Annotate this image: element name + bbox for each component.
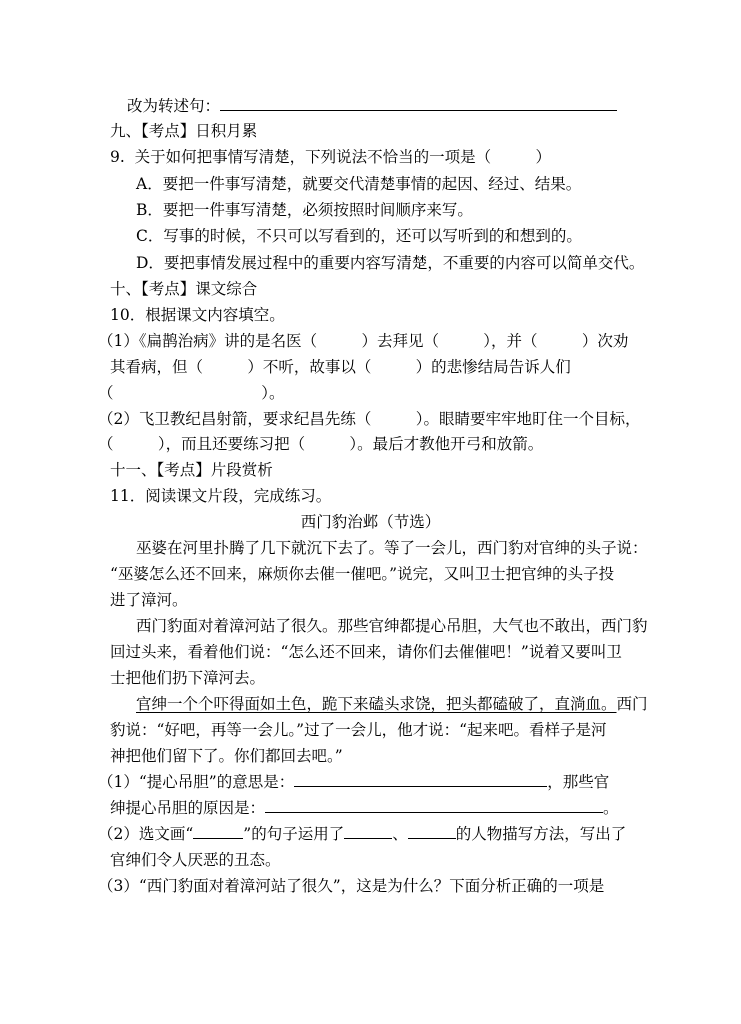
underlined-sentence: 官绅一个个吓得面如土色，跪下来磕头求饶，把头都磕破了，直淌血。 (136, 695, 617, 713)
q11-sub2-end: 的人物描写方法，写出了 (455, 825, 627, 843)
q11-sub2-line1 (98, 823, 626, 845)
q11-sub1-prompt: （1）“提心吊胆”的意思是： (98, 773, 295, 791)
q11-sub1-line2 (110, 797, 619, 819)
q10-item1-line2: 其看病，但（ ）不听，故事以（ ）的悲惨结局告诉人们 (110, 358, 571, 376)
q9-option-b: B．要把一件事写清楚，必须按照时间顺序来写。 (136, 201, 473, 219)
q11-sub1-reason-prompt: 绅提心吊胆的原因是： (110, 799, 266, 817)
sentence-mark-blank[interactable] (193, 824, 243, 839)
q11-sub1-end: 。 (603, 799, 619, 817)
q9-option-c: C．写事的时候，不只可以写看到的，还可以写听到的和想到的。 (136, 227, 582, 245)
q10-question: 10．根据课文内容填空。 (110, 306, 285, 324)
method-blank-1[interactable] (344, 824, 392, 839)
q10-item1-line3: （ ）。 (98, 384, 285, 402)
section11-heading: 十一、【考点】片段赏析 (110, 461, 273, 479)
section9-heading: 九、【考点】日积月累 (110, 122, 258, 140)
q11-sub1-line1 (98, 771, 609, 793)
passage-p2-line1: 西门豹面对着漳河站了很久。那些官绅都提心吊胆，大气也不敢出，西门豹 (136, 617, 648, 635)
q9-option-d: D．要把事情发展过程中的重要内容写清楚，不重要的内容可以简单交代。 (136, 254, 645, 272)
q11-sub1-mid: ，那些官 (547, 773, 610, 791)
meaning-answer-blank[interactable] (294, 772, 547, 787)
q11-sub2-sep: 、 (392, 825, 408, 843)
q11-sub2-prompt: （2）选文画“ (98, 825, 194, 843)
q10-item1-line1: （1）《扁鹊治病》讲的是名医（ ）去拜见（ ），并（ ）次劝 (98, 332, 629, 350)
passage-p3-rest: 西门 (616, 695, 648, 713)
passage-p2-line2: 回过头来，看着他们说：“怎么还不回来，请你们去催催吧！”说着又要叫卫 (110, 643, 622, 661)
q9-question: 9. 关于如何把事情写清楚，下列说法不恰当的一项是（ ） (110, 148, 551, 166)
q11-question: 11．阅读课文片段，完成练习。 (110, 487, 332, 505)
q9-option-a: A．要把一件事写清楚，就要交代清楚事情的起因、经过、结果。 (136, 175, 582, 193)
method-blank-2[interactable] (408, 824, 456, 839)
passage-p1-line3: 进了漳河。 (110, 591, 188, 609)
q11-sub2-mid: ”的句子运用了 (243, 825, 345, 843)
passage-p3-line2: 豹说：“好吧，再等一会儿。”过了一会儿，他才说：“起来吧。看样子是河 (110, 721, 607, 739)
rewrite-answer-blank[interactable] (220, 96, 617, 111)
section10-heading: 十、【考点】课文综合 (110, 280, 258, 298)
reason-answer-blank[interactable] (265, 798, 603, 813)
passage-p1-line2: “巫婆怎么还不回来，麻烦你去催一催吧。”说完，又叫卫士把官绅的头子投 (110, 565, 615, 583)
passage-title: 西门豹治邺（节选） (300, 513, 441, 531)
rewrite-line (127, 95, 617, 117)
rewrite-label: 改为转述句： (127, 97, 221, 115)
q11-sub3-line1: （3）“西门豹面对着漳河站了很久”，这是为什么？下面分析正确的一项是 (98, 877, 605, 895)
passage-p3-line3: 神把他们留下了。你们都回去吧。” (110, 747, 343, 765)
q10-item2-line2: （ ），而且还要练习把（ ）。最后才教他开弓和放箭。 (98, 435, 544, 453)
q10-item2-line1: （2）飞卫教纪昌射箭，要求纪昌先练（ ）。眼睛要牢牢地盯住一个目标， (98, 410, 641, 428)
passage-p3-line1 (136, 693, 648, 715)
passage-p2-line3: 士把他们扔下漳河去。 (110, 669, 266, 687)
passage-p1-line1: 巫婆在河里扑腾了几下就沉下去了。等了一会儿，西门豹对官绅的头子说： (136, 539, 648, 557)
q11-sub2-line2: 官绅们令人厌恶的丑态。 (110, 851, 281, 869)
